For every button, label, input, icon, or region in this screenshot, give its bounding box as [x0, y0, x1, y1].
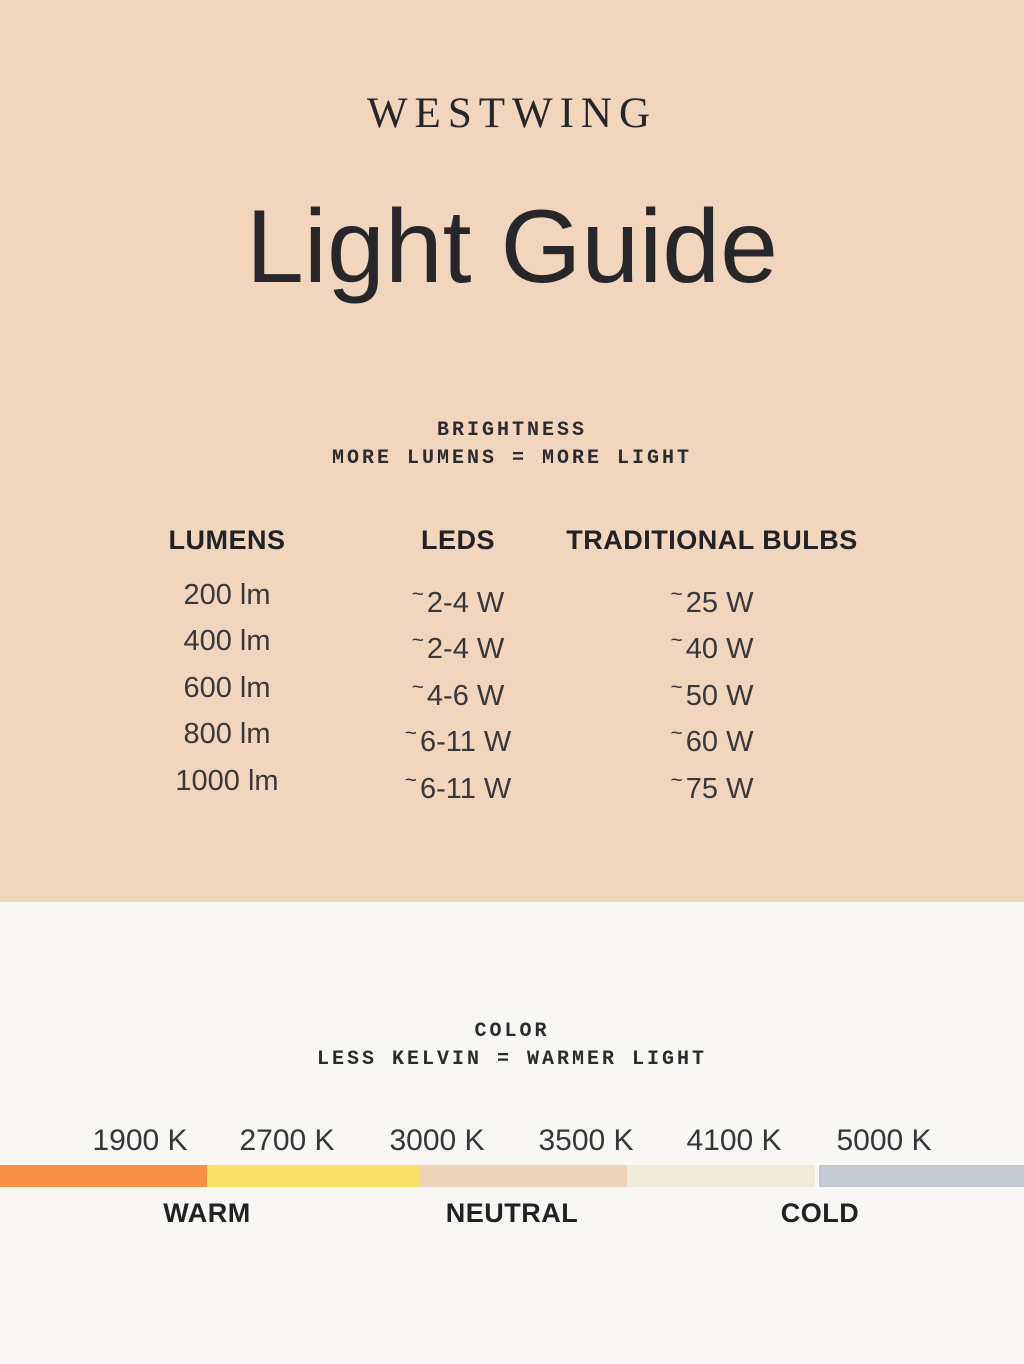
kelvin-label-4100: 4100 K: [686, 1124, 782, 1157]
table-cell-lumens: 1000 lm: [175, 764, 279, 797]
temperature-label-warm: WARM: [163, 1198, 251, 1228]
bulb-watts: 25 W: [685, 586, 754, 619]
color-subheading: LESS KELVIN = WARMER LIGHT: [316, 1048, 708, 1071]
table-cell-leds: [405, 618, 512, 664]
column-header-lumens: LUMENS: [168, 525, 286, 555]
scale-segment-warm-orange: [0, 1165, 207, 1187]
brightness-subheading: MORE LUMENS = MORE LIGHT: [331, 447, 693, 470]
table-cell-leds: [405, 711, 512, 757]
table-column-lumens: [169, 526, 286, 804]
color-heading: COLOR: [474, 1020, 550, 1043]
led-watts: 6-11 W: [419, 772, 512, 805]
led-watts: 2-4 W: [426, 633, 505, 666]
color-section: [0, 902, 1024, 1364]
kelvin-label-3500: 3500 K: [538, 1124, 634, 1157]
scale-segment-warm-yellow: [207, 1165, 420, 1187]
temperature-label-neutral: NEUTRAL: [445, 1198, 579, 1228]
page-title: Light Guide: [246, 189, 778, 305]
brand-logo: WESTWING: [366, 90, 658, 137]
approx-symbol: ~: [670, 583, 683, 606]
bulb-watts: 60 W: [685, 726, 754, 759]
color-temperature-scale: [0, 1165, 1024, 1187]
approx-symbol: ~: [404, 768, 417, 792]
table-column-traditional-bulbs: [566, 526, 858, 804]
table-cell-lumens: 800 lm: [183, 718, 271, 751]
table-cell-lumens: 400 lm: [183, 625, 271, 658]
approx-symbol: ~: [411, 629, 424, 653]
column-header-leds: LEDS: [420, 525, 495, 555]
approx-symbol: ~: [411, 583, 424, 606]
table-cell-leds: [405, 758, 512, 804]
bulb-watts: 50 W: [685, 679, 754, 712]
table-cell-bulbs: [566, 711, 858, 757]
kelvin-label-1900: 1900 K: [92, 1124, 188, 1157]
column-header-traditional-bulbs: TRADITIONAL BULBS: [566, 525, 858, 555]
kelvin-label-3000: 3000 K: [389, 1124, 485, 1157]
scale-segment-neutral-cream: [627, 1165, 815, 1187]
table-cell-leds: [405, 572, 512, 618]
kelvin-label-5000: 5000 K: [836, 1124, 932, 1157]
scale-segment-neutral-peach: [420, 1165, 627, 1187]
led-watts: 2-4 W: [426, 586, 505, 619]
approx-symbol: ~: [670, 722, 683, 746]
table-column-leds: [405, 526, 512, 804]
table-cell-bulbs: [566, 572, 858, 618]
temperature-label-cold: COLD: [780, 1198, 860, 1228]
brightness-heading: BRIGHTNESS: [436, 419, 588, 442]
table-cell-leds: [405, 665, 512, 711]
table-cell-bulbs: [566, 665, 858, 711]
approx-symbol: ~: [404, 722, 417, 746]
approx-symbol: ~: [670, 675, 683, 699]
approx-symbol: ~: [670, 629, 683, 653]
table-cell-lumens: 200 lm: [183, 579, 271, 611]
approx-symbol: ~: [670, 768, 683, 792]
scale-segment-cold-gray: [819, 1165, 1024, 1187]
led-watts: 4-6 W: [426, 679, 505, 712]
kelvin-label-2700: 2700 K: [239, 1124, 335, 1157]
bulb-watts: 75 W: [685, 772, 754, 805]
approx-symbol: ~: [411, 675, 424, 699]
bulb-watts: 40 W: [685, 633, 754, 666]
table-cell-lumens: 600 lm: [183, 671, 271, 704]
table-cell-bulbs: [566, 758, 858, 804]
table-cell-bulbs: [566, 618, 858, 664]
led-watts: 6-11 W: [419, 726, 512, 759]
